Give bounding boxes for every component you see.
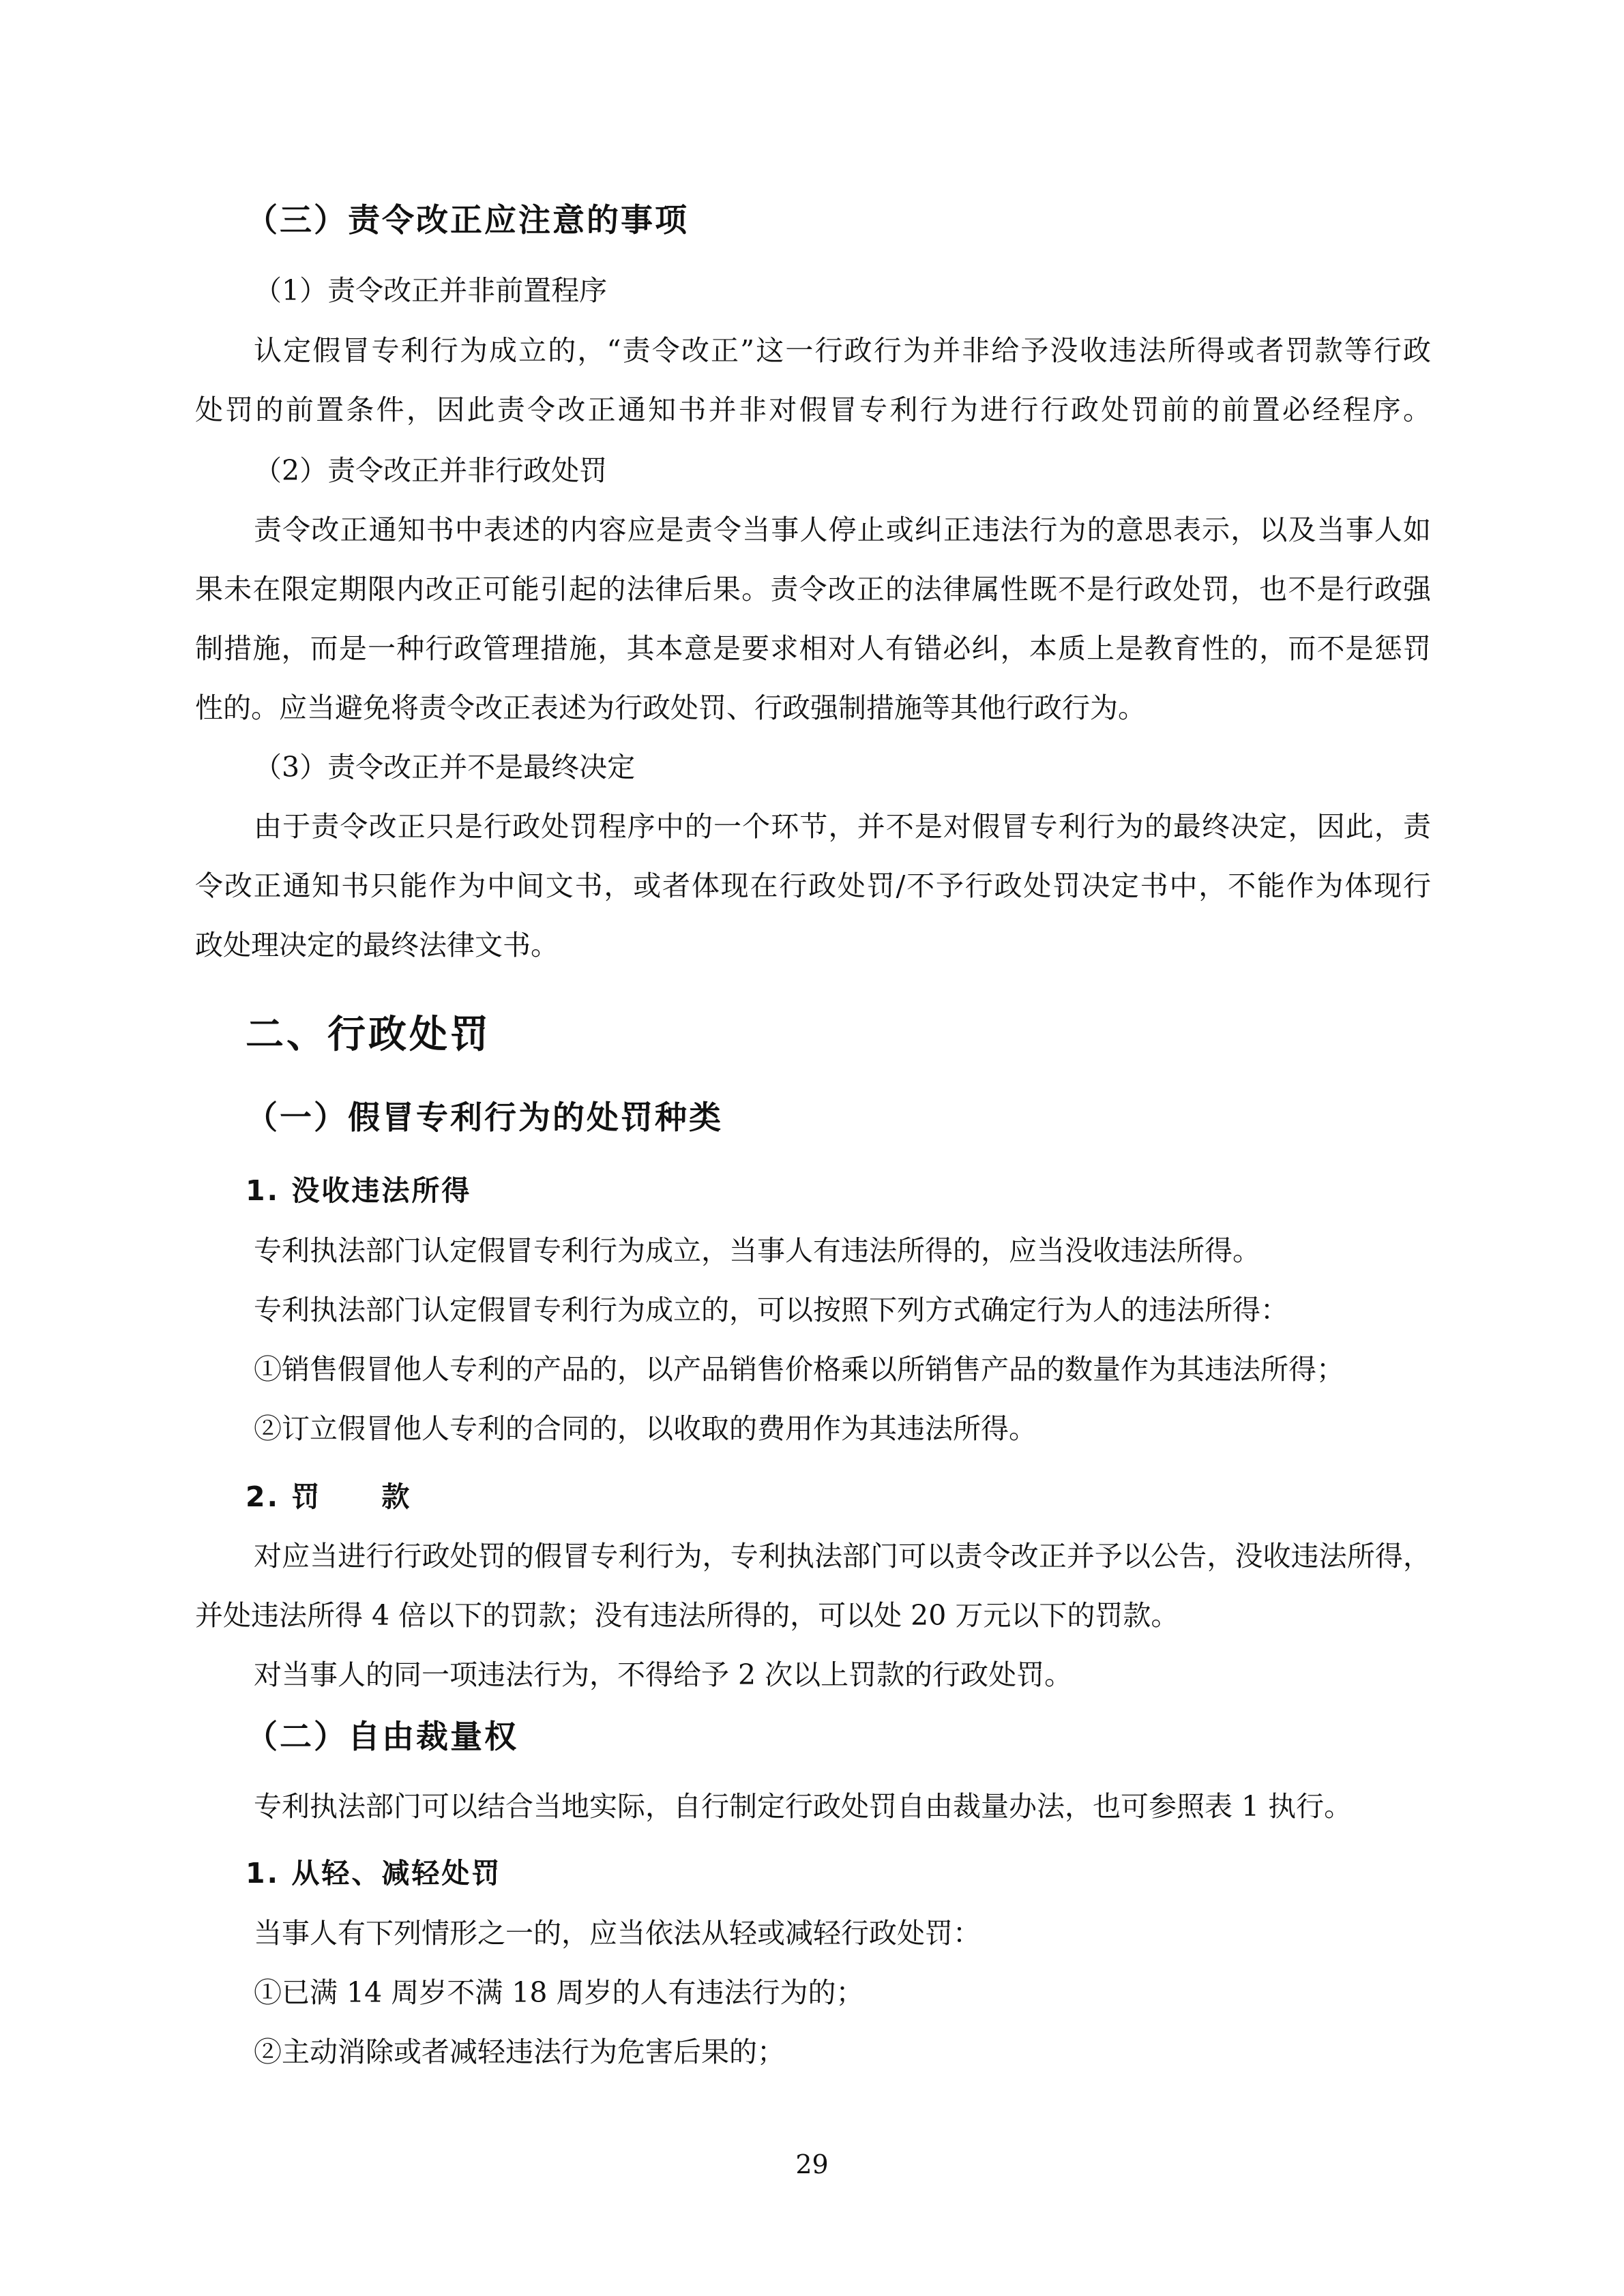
paragraph-line: 专利执法部门认定假冒专利行为成立，当事人有违法所得的，应当没收违法所得。 (254, 1234, 1260, 1267)
list-item: ①已满 14 周岁不满 18 周岁的人有违法行为的； (254, 1976, 864, 2009)
paragraph-line: 认定假冒专利行为成立的，“责令改正”这一行政行为并非给予没收违法所得或者罚款等行政 (254, 334, 1431, 367)
chapter-heading-administrative-penalty: 二、行政处罚 (246, 1013, 491, 1057)
list-item: ②主动消除或者减轻违法行为危害后果的； (254, 2036, 785, 2068)
list-item: ②订立假冒他人专利的合同的，以收取的费用作为其违法所得。 (254, 1412, 1037, 1445)
paragraph-line: 责令改正通知书中表述的内容应是责令当事人停止或纠正违法行为的意思表示，以及当事人如 (254, 513, 1431, 546)
paragraph-line: 处罚的前置条件，因此责令改正通知书并非对假冒专利行为进行行政处罚前的前置必经程序。 (195, 393, 1431, 426)
paragraph-line: 对当事人的同一项违法行为，不得给予 2 次以上罚款的行政处罚。 (254, 1658, 1073, 1691)
paragraph-line: 令改正通知书只能作为中间文书，或者体现在行政处罚/不予行政处罚决定书中，不能作为体现行 (195, 869, 1431, 902)
paragraph-line: 当事人有下列情形之一的，应当依法从轻或减轻行政处罚： (254, 1917, 981, 1950)
paragraph-line: 由于责令改正只是行政处罚程序中的一个环节，并不是对假冒专利行为的最终决定，因此，责 (254, 810, 1431, 843)
paragraph-line: 性的。应当避免将责令改正表述为行政处罚、行政强制措施等其他行政行为。 (195, 691, 1146, 724)
subheading-fine: 2. 罚 款 (246, 1480, 412, 1513)
item-title-not-penalty: （2）责令改正并非行政处罚 (254, 454, 608, 487)
paragraph-line: 专利执法部门可以结合当地实际，自行制定行政处罚自由裁量办法，也可参照表 1 执行。 (254, 1790, 1353, 1823)
page-number: 29 (795, 2149, 829, 2179)
list-item: ①销售假冒他人专利的产品的，以产品销售价格乘以所销售产品的数量作为其违法所得； (254, 1353, 1344, 1386)
paragraph-line: 政处理决定的最终法律文书。 (195, 929, 559, 961)
paragraph-line: 并处违法所得 4 倍以下的罚款；没有违法所得的，可以处 20 万元以下的罚款。 (195, 1599, 1179, 1632)
paragraph-line: 专利执法部门认定假冒专利行为成立的，可以按照下列方式确定行为人的违法所得： (254, 1294, 1288, 1326)
item-title-not-final: （3）责令改正并不是最终决定 (254, 751, 636, 784)
section-heading-penalty-types: （一）假冒专利行为的处罚种类 (246, 1099, 723, 1137)
subheading-lighter-penalty: 1. 从轻、减轻处罚 (246, 1857, 502, 1890)
section-heading-responsibility-notes: （三）责令改正应注意的事项 (246, 202, 689, 239)
section-heading-discretion: （二）自由裁量权 (246, 1718, 518, 1756)
subheading-confiscation: 1. 没收违法所得 (246, 1174, 472, 1207)
item-title-not-prerequisite: （1）责令改正并非前置程序 (254, 274, 608, 307)
paragraph-line: 制措施，而是一种行政管理措施，其本意是要求相对人有错必纠，本质上是教育性的，而不是惩罚 (195, 632, 1431, 665)
paragraph-line: 果未在限定期限内改正可能引起的法律后果。责令改正的法律属性既不是行政处罚，也不是行政强 (195, 573, 1431, 606)
paragraph-line: 对应当进行行政处罚的假冒专利行为，专利执法部门可以责令改正并予以公告，没收违法所得， (254, 1540, 1431, 1572)
